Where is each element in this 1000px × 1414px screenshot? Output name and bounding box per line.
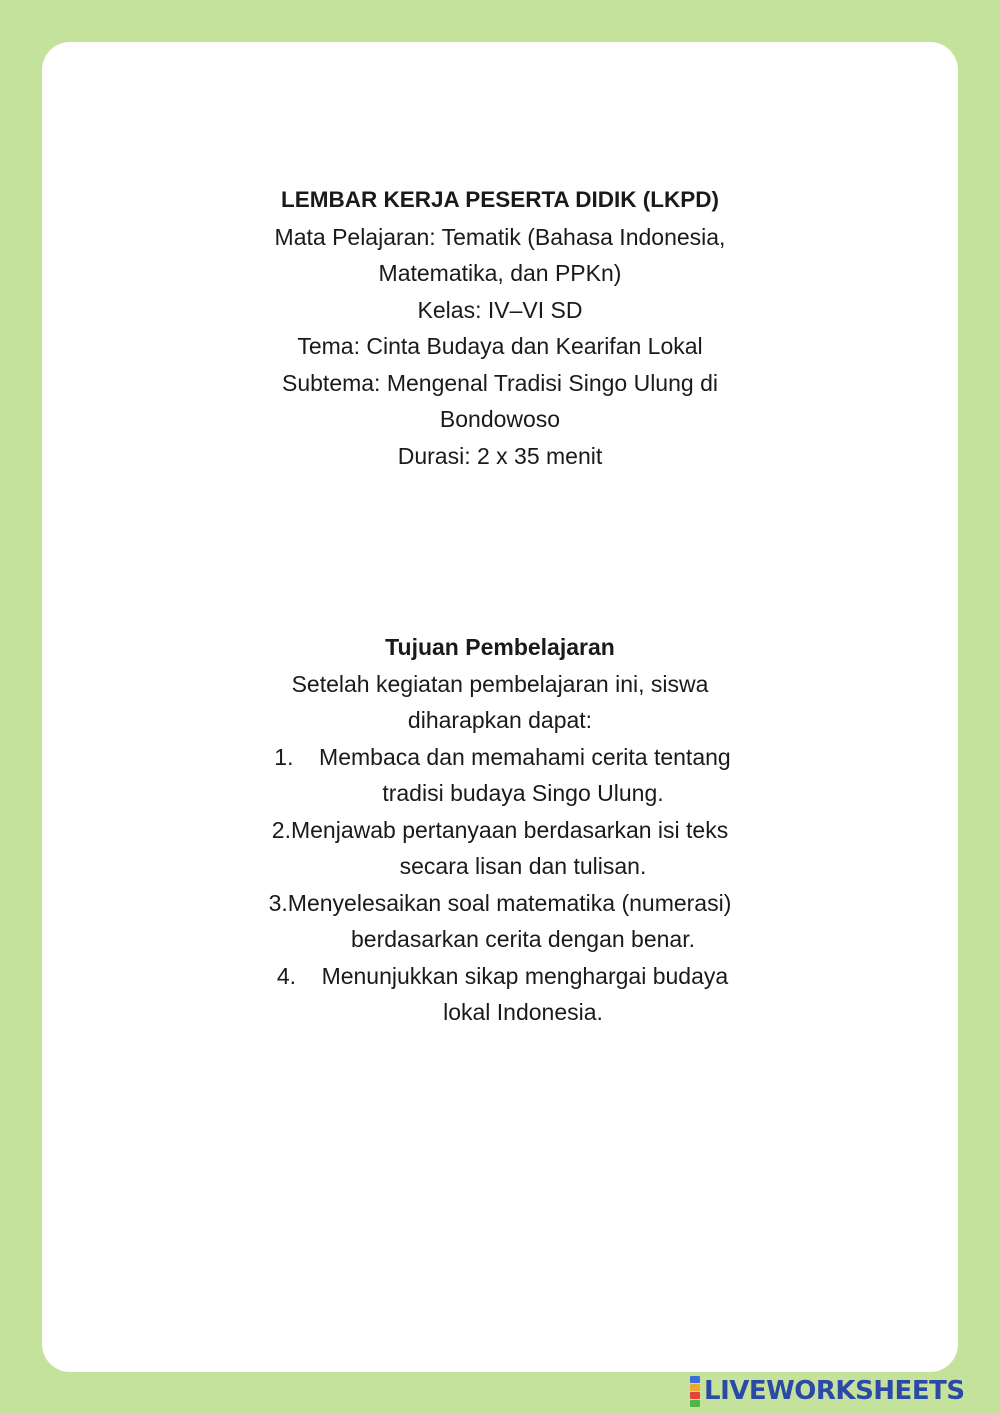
theme-line: Tema: Cinta Budaya dan Kearifan Lokal (297, 333, 703, 359)
learning-objectives (0, 629, 1000, 1031)
objective-item-2-cont: secara lisan dan tulisan. (399, 853, 647, 879)
objectives-intro-cont: diharapkan dapat: (407, 707, 593, 733)
objective-number: 2. (271, 816, 291, 843)
objective-text: Menyelesaikan soal matematika (numerasi) (287, 889, 732, 916)
grade-line: Kelas: IV–VI SD (417, 296, 583, 323)
logo-text: LIVEWORKSHEETS (704, 1376, 965, 1406)
subtheme-line: Subtema: Mengenal Tradisi Singo Ulung di (282, 369, 718, 396)
objective-item-3-cont: berdasarkan cerita dengan benar. (351, 926, 695, 952)
subtheme-line-cont: Bondowoso (439, 406, 561, 432)
duration-line: Durasi: 2 x 35 menit (397, 442, 603, 469)
liveworksheets-logo (690, 1376, 965, 1406)
objective-number: 3. (268, 889, 288, 916)
objective-text: Menunjukkan sikap menghargai budaya (321, 962, 729, 989)
logo-mark-block (690, 1392, 700, 1399)
objective-number: 1. (274, 743, 294, 770)
logo-mark-block (690, 1384, 700, 1391)
objective-item-4-cont: lokal Indonesia. (443, 999, 603, 1025)
logo-mark-block (690, 1376, 700, 1383)
objective-item-3 (0, 885, 1000, 922)
subject-line-cont: Matematika, dan PPKn) (378, 260, 622, 286)
objective-item-2 (0, 812, 1000, 849)
subject-line: Mata Pelajaran: Tematik (Bahasa Indonesia, (274, 223, 726, 250)
objective-text: Membaca dan memahami cerita tentang (319, 743, 731, 770)
objective-number: 4. (276, 962, 296, 989)
objective-text: Menjawab pertanyaan berdasarkan isi teks (290, 816, 729, 843)
objective-item-1-cont: tradisi budaya Singo Ulung. (382, 780, 664, 806)
objective-item-4 (5, 958, 1000, 995)
worksheet-header (0, 182, 1000, 474)
objectives-intro: Setelah kegiatan pembelajaran ini, siswa (291, 670, 709, 697)
logo-mark-icon (690, 1376, 700, 1407)
objectives-title: Tujuan Pembelajaran (385, 634, 615, 660)
logo-mark-block (690, 1400, 700, 1407)
worksheet-title: LEMBAR KERJA PESERTA DIDIK (LKPD) (281, 187, 719, 212)
objective-item-1 (5, 739, 1000, 776)
